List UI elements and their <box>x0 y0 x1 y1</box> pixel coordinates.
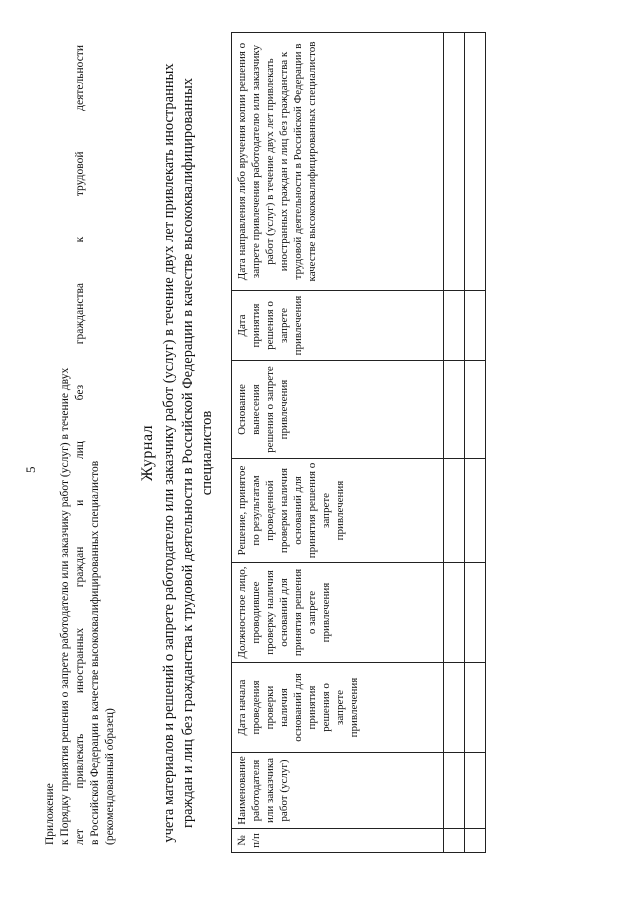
table-cell <box>465 562 486 662</box>
journal-subtitle-line-2: граждан и лиц без гражданства к трудовой деятельности в Российской Федерации в качестве высококвалифицированных <box>180 77 196 828</box>
table-cell <box>465 828 486 852</box>
appendix-block <box>43 45 118 845</box>
column-header-employer: Наименование работодателя или заказчика работ (услуг) <box>232 752 444 828</box>
appendix-note: (рекомендованный образец) <box>104 707 116 845</box>
journal-title: Журнал <box>139 424 156 481</box>
table-cell <box>444 662 465 752</box>
table-cell <box>465 360 486 458</box>
journal-subtitle <box>160 33 217 873</box>
table-cell <box>444 752 465 828</box>
table-cell <box>444 290 465 360</box>
column-header-ban-grounds: Основание вынесения решения о запрете привлечения <box>232 360 444 458</box>
table-cell <box>444 458 465 562</box>
table-cell <box>444 828 465 852</box>
table-cell <box>465 458 486 562</box>
column-header-check-start-date: Дата начала проведения проверки наличия оснований для принятия решения о запрете привлечения <box>232 662 444 752</box>
table-cell <box>444 32 465 290</box>
journal-table <box>231 32 486 853</box>
table-cell <box>465 32 486 290</box>
table-cell <box>465 290 486 360</box>
journal-subtitle-line-3: специалистов <box>199 410 215 495</box>
table-cell <box>444 562 465 662</box>
column-header-official: Должностное лицо, проводившее проверку наличия оснований для принятия решения о запрете привлечения <box>232 562 444 662</box>
appendix-line-1: к Порядку принятия решения о запрете работодателю или заказчику работ (услуг) в течение двух <box>59 367 71 845</box>
table-row <box>444 32 465 852</box>
table-row <box>465 32 486 852</box>
column-header-number: № п/п <box>232 828 444 852</box>
table-cell <box>444 360 465 458</box>
appendix-line-2: лет привлекать иностранных граждан и лиц без гражданства к трудовой деятельности <box>74 44 86 845</box>
column-header-copy-sent-date: Дата направления либо вручения копии решения о запрете привлечения работодателю или заказчику работ (услуг) в течение двух лет привлекать иностранных граждан и лиц без гражданства к трудовой деятельности в Российской Федерации в качестве высококвалифицированных специалистов <box>232 32 444 290</box>
appendix-heading: Приложение <box>44 782 56 845</box>
table-cell <box>465 662 486 752</box>
journal-subtitle-line-1: учета материалов и решений о запрете работодателю или заказчику работ (услуг) в течение двух лет привлекать иностранных <box>161 62 177 843</box>
column-header-check-result: Решение, принятое по результатам проведенной проверки наличия оснований для принятия решения о запрете привлечения <box>232 458 444 562</box>
appendix-line-3: в Российской Федерации в качестве высококвалифицированных специалистов <box>89 460 101 845</box>
table-header-row <box>232 32 444 852</box>
column-header-ban-date: Дата принятия решения о запрете привлечения <box>232 290 444 360</box>
table-cell <box>465 752 486 828</box>
table-body <box>444 32 486 852</box>
document-sheet <box>15 13 625 893</box>
page-number: 5 <box>23 466 38 473</box>
